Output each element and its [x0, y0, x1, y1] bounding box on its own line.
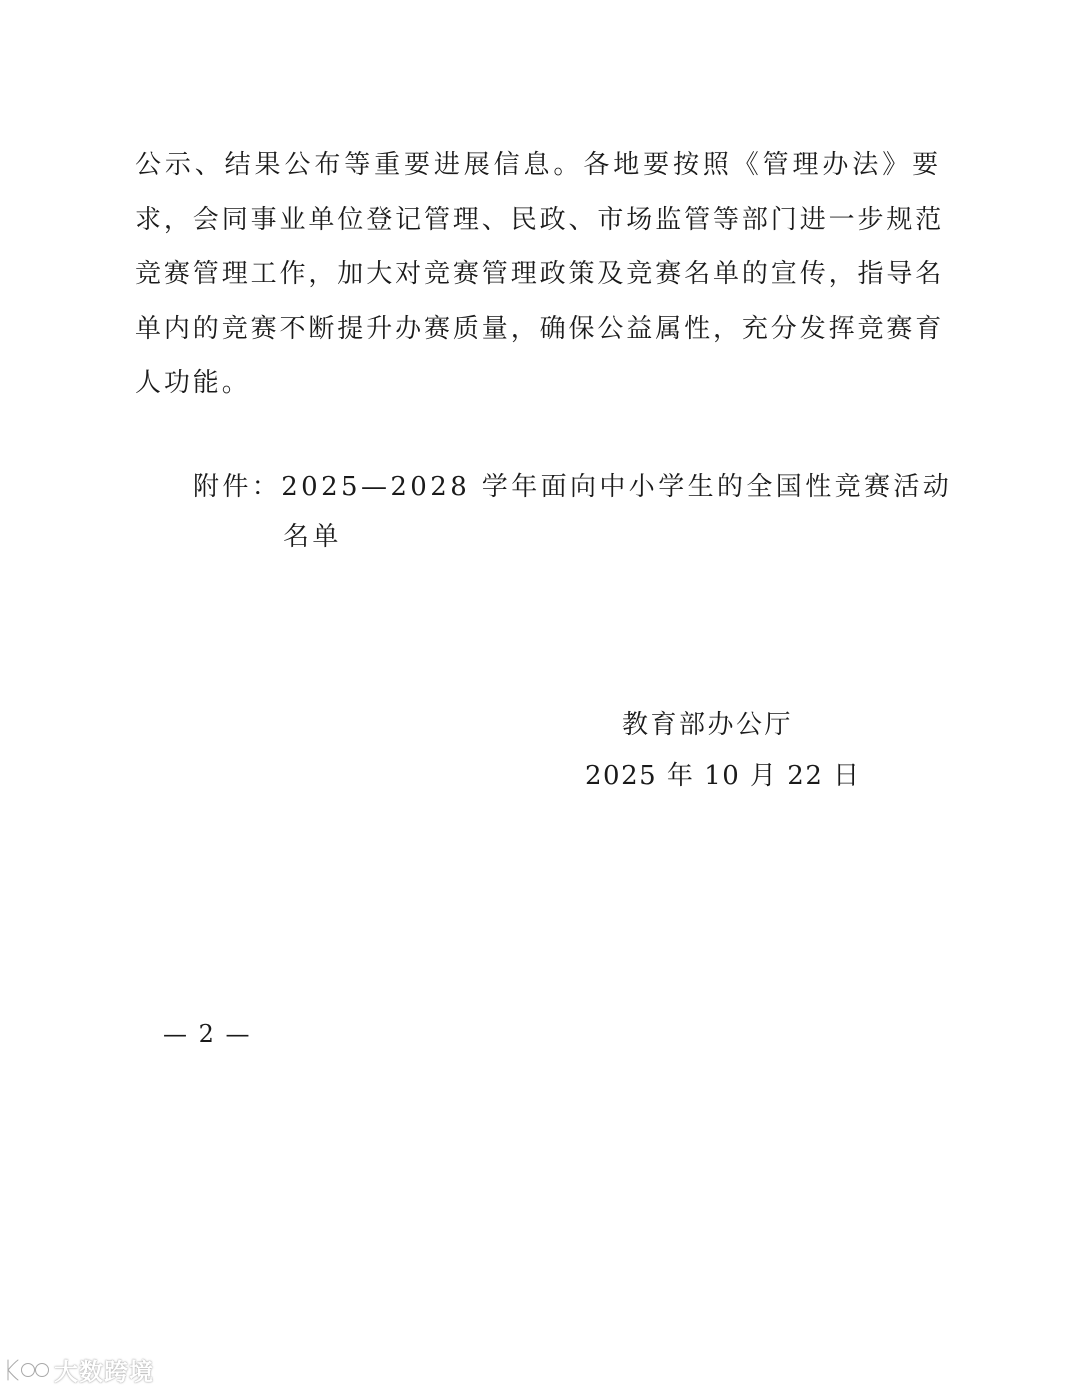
body-line: 求，会同事业单位登记管理、民政、市场监管等部门进一步规范: [135, 204, 945, 235]
issue-date: 2025 年 10 月 22 日: [585, 761, 861, 791]
attachment-title-continued: 名单: [283, 522, 342, 552]
body-line: 竞赛管理工作，加大对竞赛管理政策及竞赛名单的宣传，指导名: [135, 259, 945, 289]
watermark: [2, 1352, 154, 1387]
attachment-note: [193, 462, 953, 562]
watermark-text: 大数跨境: [54, 1358, 154, 1386]
attachment-title: 附件：2025—2028 学年面向中小学生的全国性竞赛活动: [193, 472, 953, 502]
issuing-organization: 教育部办公厅: [622, 710, 794, 740]
page-footer: [163, 1020, 252, 1048]
body-paragraph: [135, 138, 945, 411]
signature-block: [585, 700, 885, 802]
body-line: 公示、结果公布等重要进展信息。各地要按照《管理办法》要: [135, 150, 941, 180]
body-line: 单内的竞赛不断提升办赛质量，确保公益属性，充分发挥竞赛育: [135, 313, 945, 344]
brand-logo-icon: [2, 1355, 52, 1385]
body-line: 人功能。: [135, 368, 251, 398]
page-number: — 2 —: [163, 1020, 252, 1048]
